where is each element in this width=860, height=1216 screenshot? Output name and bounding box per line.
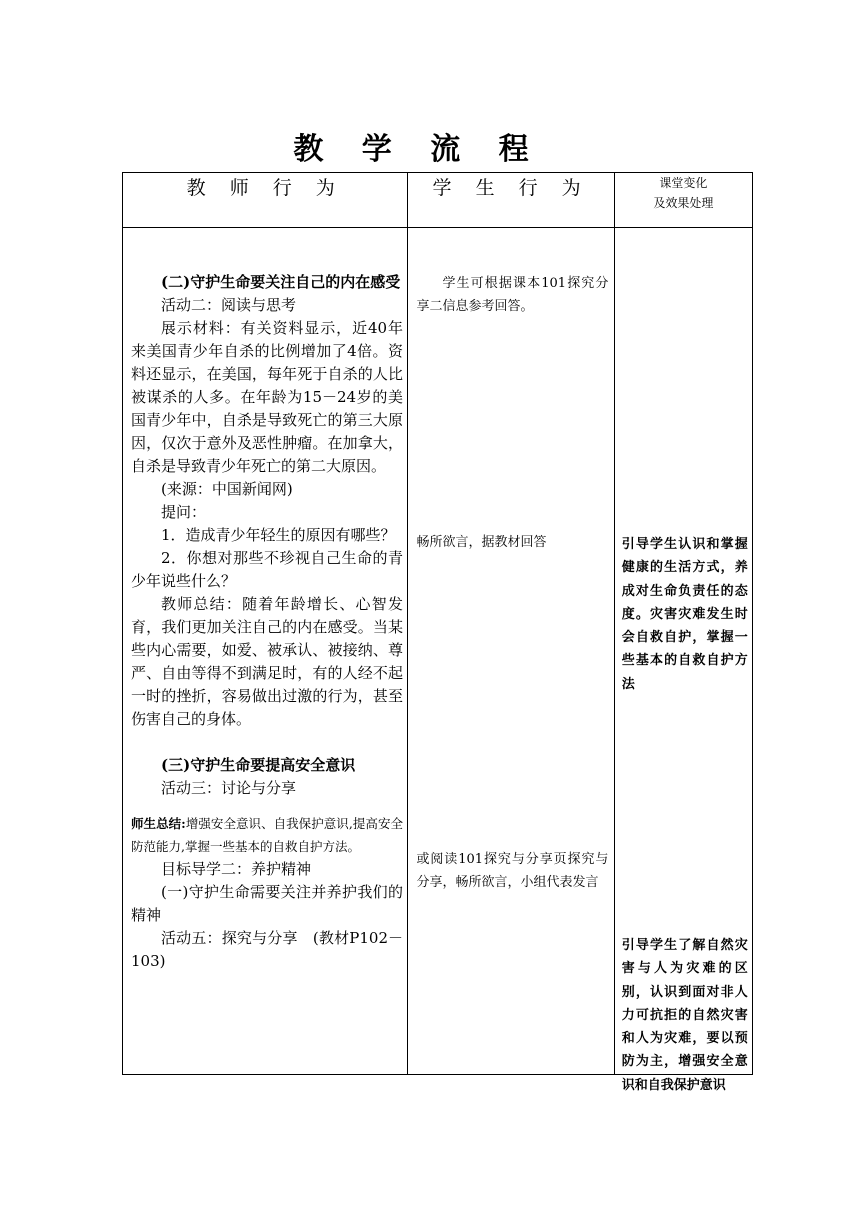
student-cell: [408, 228, 614, 1075]
teaching-flow-table: [122, 172, 753, 1093]
effect-note-2: 引导学生了解自然灾害与人为灾难的区别，认识到面对非人力可抗拒的自然灾害和人为灾难，要以预防为主，增强安全意识和自我保护意识: [621, 938, 748, 1093]
teacher-summary: [131, 593, 403, 731]
effect-cell: [614, 228, 752, 1093]
teacher-summary-text: 随着年龄增长、心智发育，我们更加关注自己的内在感受。当某些内心需要，如爱、被承认、被接纳、尊严、自由等得不到满足时，有的人经不起一时的挫折，容易做出过激的行为，甚至伤害自己的身体。: [131, 595, 403, 728]
joint-summary-label: 师生总结:: [131, 816, 186, 831]
material-source: (来源：中国新闻网): [161, 480, 293, 498]
section2-title: (二)守护生命要关注自己的内在感受: [161, 273, 401, 291]
joint-summary-text: 增强安全意识、自我保护意识,提高安全防范能力,掌握一些基本的自救自护方法。: [131, 816, 403, 854]
section-spirit: (一)守护生命需要关注并养护我们的精神: [131, 883, 403, 924]
teacher-summary-label: 教师总结：: [161, 595, 243, 613]
question-1: 1．造成青少年轻生的原因有哪些？: [161, 526, 396, 544]
activity2-title: 活动二：阅读与思考: [161, 296, 297, 314]
header-effect-line1: 课堂变化: [659, 176, 708, 190]
question-2: 2．你想对那些不珍视自己生命的青少年说些什么？: [131, 549, 403, 590]
header-teacher-behavior: 教 师 行 为: [123, 173, 408, 228]
goal2-title: 目标导学二：养护精神: [161, 860, 312, 878]
activity3-title: 活动三：讨论与分享: [161, 779, 297, 797]
student-note-1: 学生可根据课本101探究分享二信息参考回答。: [416, 276, 609, 314]
section3-title: (三)守护生命要提高安全意识: [161, 756, 356, 774]
teacher-cell: [123, 228, 408, 1075]
student-note-2: 畅所欲言，据教材回答: [416, 535, 547, 550]
header-effect-line2: 及效果处理: [653, 196, 714, 210]
joint-summary: [131, 812, 403, 858]
effect-note-1: 引导学生认识和掌握健康的生活方式，养成对生命负责任的态度。灾害灾难发生时会自救自护，掌握一些基本的自救自护方法: [621, 537, 748, 692]
table-header-row: [123, 173, 753, 228]
reading-material: 展示材料：有关资料显示，近40年来美国青少年自杀的比例增加了4倍。资料还显示，在美国，每年死于自杀的人比被谋杀的人多。在年龄为15－24岁的美国青少年中，自杀是导致死亡的第三大原因，仅次于意外及恶性肿瘤。在加拿大，自杀是导致青少年死亡的第二大原因。: [131, 319, 403, 475]
question-title: 提问：: [161, 503, 207, 521]
header-classroom-effect: [614, 173, 752, 228]
header-student-behavior: 学 生 行 为: [408, 173, 614, 228]
page-title: 教 学 流 程: [293, 132, 543, 167]
student-note-3: 或阅读101探究与分享页探究与分享，畅所欲言，小组代表发言: [416, 852, 609, 890]
teacher-content: [131, 248, 403, 973]
activity5: 活动五：探究与分享 (教材P102－103): [131, 929, 403, 970]
table-body-row: [123, 228, 753, 1075]
